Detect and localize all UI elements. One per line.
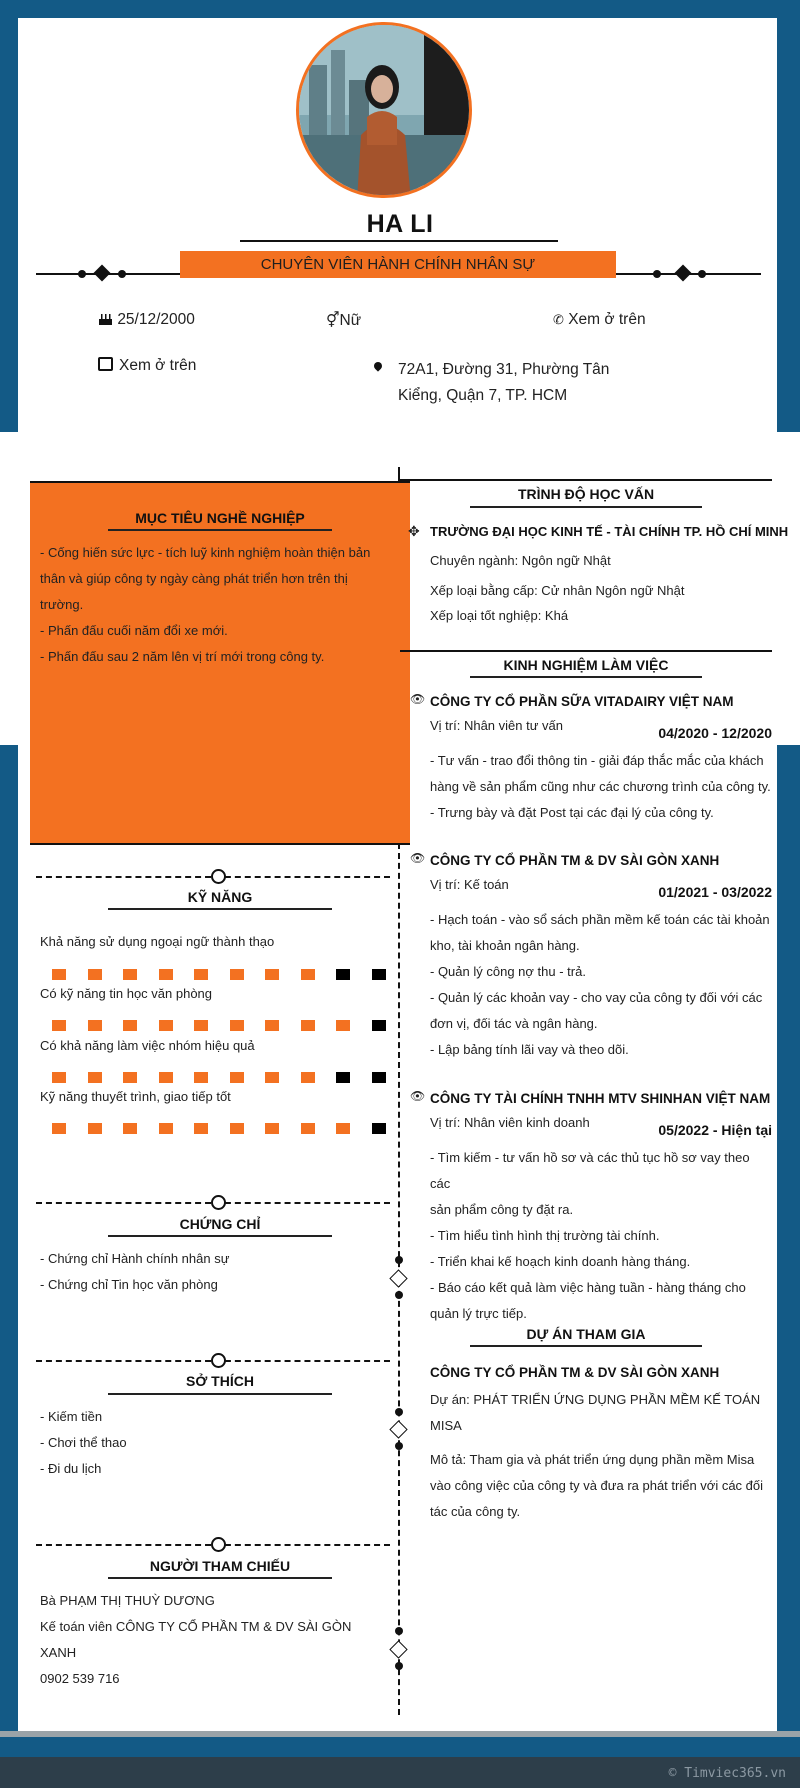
- title-deco-dot: [698, 270, 706, 278]
- skill-level-filled: [230, 1020, 244, 1031]
- job-date: 04/2020 - 12/2020: [658, 725, 772, 741]
- skill-level-filled: [265, 969, 279, 980]
- experience-title-underline: [470, 676, 702, 678]
- education-title-underline: [470, 506, 702, 508]
- skill-level-filled: [88, 1123, 102, 1134]
- education-line: Xếp loại bằng cấp: Cử nhân Ngôn ngữ Nhật: [430, 583, 685, 598]
- candidate-name: HA LI: [366, 210, 434, 238]
- job-line: - Quản lý công nợ thu - trả.: [430, 964, 586, 979]
- job-block: [410, 851, 772, 1061]
- skill-level-filled: [194, 1123, 208, 1134]
- job-description: [430, 1145, 772, 1327]
- skill-level-filled: [301, 1072, 315, 1083]
- objective-line: - Cống hiến sức lực - tích luỹ kinh nghiệm hoàn thiện bản: [40, 545, 371, 560]
- job-description: [430, 748, 772, 826]
- name-underline: [240, 240, 558, 242]
- skill-level-empty: [336, 1072, 350, 1083]
- education-school: TRƯỜNG ĐẠI HỌC KINH TẾ - TÀI CHÍNH TP. HỒ CHÍ MINH: [430, 524, 789, 539]
- skill-level-filled: [159, 1072, 173, 1083]
- hobby-item: - Đi du lịch: [40, 1461, 102, 1476]
- blue-frame-top: [0, 0, 800, 18]
- email-row: [98, 357, 196, 375]
- job-block: [410, 692, 772, 832]
- skill-level-filled: [123, 1020, 137, 1031]
- job-line: - Hạch toán - vào sổ sách phần mềm kế toán các tài khoản: [430, 912, 770, 927]
- hobbies-title: SỞ THÍCH: [186, 1373, 254, 1389]
- job-line: quản lý trực tiếp.: [430, 1306, 527, 1321]
- skill-level-filled: [52, 1123, 66, 1134]
- job-line: - Tư vấn - trao đổi thông tin - giải đáp thắc mắc của khách: [430, 753, 764, 768]
- footer-watermark: © Timviec365.vn: [668, 1766, 786, 1781]
- eye-icon: 👁: [410, 1089, 426, 1103]
- move-icon: ✥: [408, 523, 420, 539]
- certificate-item: - Chứng chỉ Tin học văn phòng: [40, 1277, 218, 1292]
- skill-level-filled: [194, 1072, 208, 1083]
- experience-title: KINH NGHIỆM LÀM VIỆC: [503, 657, 669, 673]
- job-line: sản phẩm công ty đặt ra.: [430, 1202, 574, 1217]
- job-block: [410, 1089, 772, 1321]
- skill-level-filled: [265, 1072, 279, 1083]
- job-company: CÔNG TY TÀI CHÍNH TNHH MTV SHINHAN VIỆT NAM: [430, 1091, 771, 1106]
- email-icon: [98, 357, 113, 371]
- footer-blue-band: [0, 1737, 800, 1757]
- skill-level-empty: [372, 1123, 386, 1134]
- skill-level-filled: [52, 1020, 66, 1031]
- certificates-list: [40, 1246, 229, 1298]
- job-role: Vị trí: Nhân viên tư vấn: [430, 718, 563, 733]
- certificates-title-underline: [108, 1235, 332, 1237]
- project-line: MISA: [430, 1418, 462, 1433]
- blue-frame-bottom-right: [777, 745, 800, 1745]
- job-description: [430, 907, 772, 1063]
- projects-title: DỰ ÁN THAM GIA: [526, 1326, 646, 1342]
- skill-level-filled: [301, 969, 315, 980]
- skill-level-filled: [123, 969, 137, 980]
- project-company: CÔNG TY CỔ PHẦN TM & DV SÀI GÒN XANH: [430, 1365, 720, 1380]
- reference-line: Bà PHẠM THỊ THUỲ DƯƠNG: [40, 1593, 215, 1608]
- skill-level-filled: [301, 1020, 315, 1031]
- skill-level-empty: [336, 969, 350, 980]
- birthday-row: [98, 311, 195, 329]
- avatar-photo: [299, 25, 472, 198]
- skill-label: Khả năng sử dụng ngoại ngữ thành thạo: [40, 934, 275, 949]
- skill-level-filled: [159, 969, 173, 980]
- skill-level-filled: [159, 1123, 173, 1134]
- project-line: Mô tả: Tham gia và phát triển ứng dụng phần mềm Misa: [430, 1452, 755, 1467]
- timeline-dot: [395, 1408, 403, 1416]
- skill-level-filled: [265, 1123, 279, 1134]
- objective-title-underline: [108, 529, 332, 531]
- project-line: vào công việc của công ty và đưa ra phát triển với các đối: [430, 1478, 764, 1493]
- position-title: CHUYÊN VIÊN HÀNH CHÍNH NHÂN SỰ: [180, 251, 616, 278]
- projects-title-underline: [470, 1345, 702, 1347]
- skill-level-filled: [123, 1072, 137, 1083]
- reference-line: 0902 539 716: [40, 1671, 120, 1686]
- title-deco-dot: [78, 270, 86, 278]
- skills-divider-circle: [211, 869, 226, 884]
- timeline-dot: [395, 1256, 403, 1264]
- skill-level-filled: [230, 1072, 244, 1083]
- address-row: [374, 357, 609, 409]
- skill-level-filled: [301, 1123, 315, 1134]
- timeline-dot: [395, 1662, 403, 1670]
- phone-value: Xem ở trên: [568, 311, 646, 328]
- skills-title: KỸ NĂNG: [187, 889, 253, 905]
- certificates-title: CHỨNG CHỈ: [179, 1216, 261, 1232]
- skill-level-filled: [52, 969, 66, 980]
- objective-line: thân và giúp công ty ngày càng phát triển hơn trên thị: [40, 571, 348, 586]
- job-line: kho, tài khoản ngân hàng.: [430, 938, 580, 953]
- job-line: - Báo cáo kết quả làm việc hàng tuần - hàng tháng cho: [430, 1280, 746, 1295]
- job-company: CÔNG TY CỔ PHẦN SỮA VITADAIRY VIỆT NAM: [430, 694, 734, 709]
- job-date: 01/2021 - 03/2022: [658, 884, 772, 900]
- job-line: - Tìm hiểu tình hình thị trường tài chính.: [430, 1228, 660, 1243]
- phone-row: [553, 311, 646, 329]
- skills-title-underline: [108, 908, 332, 910]
- project-line: tác của công ty.: [430, 1504, 521, 1519]
- references-divider-circle: [211, 1537, 226, 1552]
- title-deco-dot: [118, 270, 126, 278]
- references-text: [40, 1588, 372, 1692]
- birthday-value: 25/12/2000: [117, 311, 195, 328]
- hobby-item: - Chơi thể thao: [40, 1435, 127, 1450]
- skill-level-empty: [372, 1072, 386, 1083]
- job-line: - Lập bảng tính lãi vay và theo dõi.: [430, 1042, 629, 1057]
- job-line: - Quản lý các khoản vay - cho vay của công ty đối với các: [430, 990, 763, 1005]
- timeline-dot: [395, 1627, 403, 1635]
- timeline-dot: [395, 1291, 403, 1299]
- email-value: Xem ở trên: [119, 357, 197, 374]
- education-top-rule: [400, 479, 772, 481]
- job-line: đơn vị, đối tác và ngân hàng.: [430, 1016, 598, 1031]
- skill-level-filled: [230, 1123, 244, 1134]
- skill-level-empty: [372, 969, 386, 980]
- objective-title: MỤC TIÊU NGHỀ NGHIỆP: [135, 510, 305, 526]
- hobbies-divider-circle: [211, 1353, 226, 1368]
- certificates-divider-circle: [211, 1195, 226, 1210]
- skill-level-filled: [194, 969, 208, 980]
- reference-line: Kế toán viên CÔNG TY CỔ PHẦN TM & DV SÀI GÒN: [40, 1619, 352, 1634]
- job-role: Vị trí: Nhân viên kinh doanh: [430, 1115, 590, 1130]
- references-title-underline: [108, 1577, 332, 1579]
- objective-text: [40, 540, 372, 670]
- eye-icon: 👁: [410, 851, 426, 865]
- map-pin-icon: [372, 360, 383, 371]
- project-line: Dự án: PHÁT TRIỂN ỨNG DỤNG PHẦN MỀM KẾ TOÁN: [430, 1392, 761, 1407]
- skill-level-filled: [52, 1072, 66, 1083]
- timeline-dot: [395, 1442, 403, 1450]
- hobbies-title-underline: [108, 1393, 332, 1395]
- cake-icon: [98, 311, 113, 326]
- job-role: Vị trí: Kế toán: [430, 877, 509, 892]
- skill-label: Kỹ năng thuyết trình, giao tiếp tốt: [40, 1089, 231, 1104]
- blue-frame-bottom-left: [0, 745, 18, 1745]
- gender-value: Nữ: [339, 312, 362, 329]
- skill-level-filled: [123, 1123, 137, 1134]
- skill-level-filled: [336, 1123, 350, 1134]
- avatar: [296, 22, 472, 198]
- skill-level-filled: [265, 1020, 279, 1031]
- phone-icon: ✆: [553, 312, 564, 327]
- skill-label: Có khả năng làm việc nhóm hiệu quả: [40, 1038, 255, 1053]
- experience-top-rule: [400, 650, 772, 652]
- skill-level-filled: [88, 969, 102, 980]
- eye-icon: 👁: [410, 692, 426, 706]
- gender-icon: ⚥: [326, 312, 340, 329]
- address-line1: 72A1, Đường 31, Phường Tân: [398, 361, 610, 378]
- objective-line: - Phấn đấu sau 2 năm lên vị trí mới trong công ty.: [40, 649, 325, 664]
- education-grade: Xếp loại tốt nghiệp: Khá: [430, 608, 569, 623]
- objective-line: - Phấn đấu cuối năm đổi xe mới.: [40, 623, 228, 638]
- project-description: [430, 1387, 772, 1525]
- skill-level-filled: [88, 1020, 102, 1031]
- job-date: 05/2022 - Hiện tại: [658, 1122, 772, 1138]
- skill-level-filled: [88, 1072, 102, 1083]
- title-deco-dot: [653, 270, 661, 278]
- reference-line: XANH: [40, 1645, 77, 1660]
- skill-level-filled: [159, 1020, 173, 1031]
- certificate-item: - Chứng chỉ Hành chính nhân sự: [40, 1251, 230, 1266]
- education-title: TRÌNH ĐỘ HỌC VẤN: [517, 486, 655, 502]
- hobby-item: - Kiếm tiền: [40, 1409, 103, 1424]
- job-line: - Triển khai kế hoạch kinh doanh hàng tháng.: [430, 1254, 691, 1269]
- job-line: hàng về sản phẩm cũng như các chương trình của công ty.: [430, 779, 771, 794]
- references-title: NGƯỜI THAM CHIẾU: [149, 1558, 291, 1574]
- hobbies-list: [40, 1404, 127, 1482]
- objective-line: trường.: [40, 597, 84, 612]
- education-details: [430, 546, 684, 606]
- skill-level-filled: [194, 1020, 208, 1031]
- skill-level-filled: [230, 969, 244, 980]
- job-line: - Tìm kiếm - tư vấn hồ sơ và các thủ tục hồ sơ vay theo các: [430, 1150, 750, 1191]
- job-company: CÔNG TY CỔ PHẦN TM & DV SÀI GÒN XANH: [430, 853, 720, 868]
- gender-row: [326, 311, 361, 330]
- job-line: - Trưng bày và đặt Post tại các đại lý của công ty.: [430, 805, 714, 820]
- skill-level-filled: [336, 1020, 350, 1031]
- education-line: Chuyên ngành: Ngôn ngữ Nhật: [430, 553, 611, 568]
- skill-label: Có kỹ năng tin học văn phòng: [40, 986, 213, 1001]
- address-line2: Kiểng, Quận 7, TP. HCM: [398, 387, 568, 404]
- skill-level-empty: [372, 1020, 386, 1031]
